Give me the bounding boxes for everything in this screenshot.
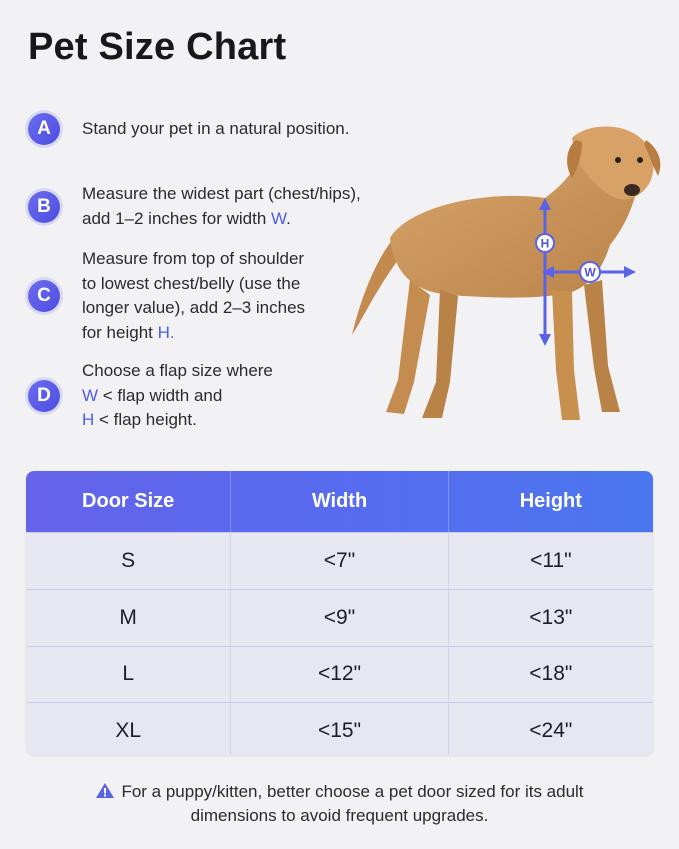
- step-b-line-2: [82, 207, 361, 232]
- page-title: Pet Size Chart: [28, 26, 287, 68]
- width-cell: <9": [230, 590, 447, 646]
- step-c-line-1: Measure from top of shoulder: [82, 249, 305, 268]
- height-label: [536, 234, 554, 252]
- w-marker-text: W: [82, 385, 99, 405]
- step-badge-a: A: [28, 113, 60, 145]
- step-d-line-3: [82, 408, 273, 433]
- note-line-1: [0, 780, 679, 804]
- height-cell: <11": [448, 533, 653, 589]
- dog-measurement-illustration: [340, 120, 670, 440]
- width-cell: <15": [230, 703, 447, 755]
- size-cell: L: [122, 662, 135, 686]
- width-cell: <7": [230, 533, 447, 589]
- width-label: [580, 262, 600, 282]
- step-text-b: [82, 182, 361, 231]
- step-a-line-1: Stand your pet in a natural position.: [82, 118, 350, 138]
- step-badge-d: D: [28, 380, 60, 412]
- step-text-d: [82, 359, 273, 433]
- svg-text:W: W: [584, 265, 596, 280]
- header-height: Height: [448, 471, 653, 532]
- height-cell: <24": [448, 703, 653, 755]
- height-cell: <18": [448, 647, 653, 703]
- step-badge-b: B: [28, 191, 60, 223]
- step-a: [28, 113, 349, 145]
- step-b-line-2-text: add 1–2 inches for width: [82, 208, 272, 228]
- header-width: Width: [230, 471, 447, 532]
- step-d-line-2-text: < flap width and: [98, 385, 223, 405]
- table-row: [26, 532, 653, 589]
- step-badge-c: C: [28, 280, 60, 312]
- step-text-a: [82, 117, 349, 142]
- step-c-line-4: [82, 321, 305, 346]
- step-text-c: [82, 247, 305, 345]
- header-door-size: Door Size: [82, 490, 175, 512]
- size-cell: XL: [115, 719, 142, 743]
- height-marker-text: H.: [157, 322, 175, 342]
- step-c-line-3: longer value), add 2–3 inches: [82, 298, 306, 317]
- step-c-line-4-text: for height: [82, 322, 158, 342]
- step-d: [28, 359, 273, 433]
- width-cell: <12": [230, 647, 447, 703]
- step-b-line-1: Measure the widest part (chest/hips),: [82, 184, 361, 203]
- step-d-line-1: Choose a flap size where: [82, 361, 273, 380]
- width-marker-text: W: [271, 208, 287, 228]
- table-header: [26, 471, 653, 532]
- table-row: [26, 646, 653, 703]
- step-d-line-3-text: < flap height.: [94, 410, 197, 429]
- size-cell: S: [121, 548, 136, 572]
- table-row: [26, 702, 653, 755]
- svg-text:H: H: [540, 236, 550, 251]
- advice-note: [0, 780, 679, 828]
- size-table: [26, 471, 653, 755]
- warning-icon: [95, 782, 115, 799]
- step-b-line-2-end: .: [286, 208, 291, 228]
- step-b: [28, 182, 361, 231]
- height-cell: <13": [448, 590, 653, 646]
- step-c: [28, 247, 305, 345]
- size-cell: M: [119, 605, 137, 629]
- note-line-2: dimensions to avoid frequent upgrades.: [190, 806, 489, 825]
- step-d-line-2: [82, 384, 273, 409]
- step-c-line-2: to lowest chest/belly (use the: [82, 273, 301, 293]
- h-marker-text: H: [82, 410, 95, 429]
- table-row: [26, 589, 653, 646]
- note-text-1: For a puppy/kitten, better choose a pet door sized for its adult: [121, 782, 584, 801]
